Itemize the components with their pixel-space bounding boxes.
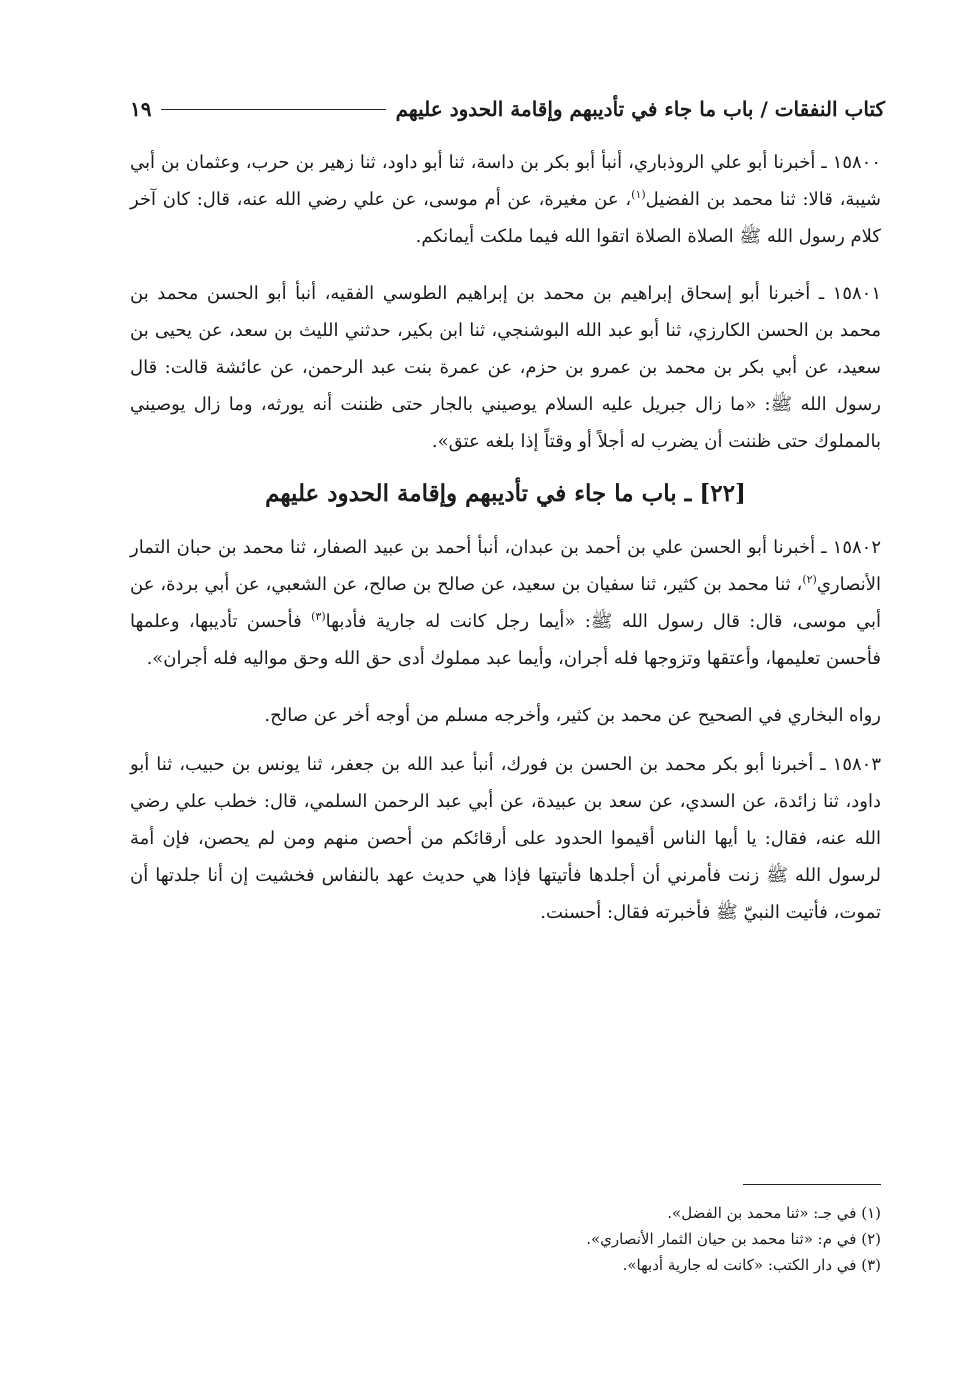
hadith-15802 xyxy=(130,529,881,677)
footnote-1: (١) في جـ: «ثنا محمد بن الفضل». xyxy=(667,1204,881,1222)
narration-note: رواه البخاري في الصحيح عن محمد بن كثير، وأخرجه مسلم من أوجه أخر عن صالح. xyxy=(264,705,881,726)
header-rule xyxy=(161,109,385,110)
hadith-15803: ١٥٨٠٣ ـ أخبرنا أبو بكر محمد بن الحسن بن فورك، أنبأ عبد الله بن جعفر، ثنا يونس بن حبيب، ثنا أبو داود، ثنا زائدة، عن السدي، عن سعد بن عبيدة، عن أبي عبد الرحمن السلمي، قال: خطب علي رضي الله عنه، فقال: يا أيها الناس أقيموا الحدود على أرقائكم من أحصن منهم ومن لم يحصن، فإن أمة لرسول الله ﷺ زنت فأمرني أن أجلدها فأتيتها فإذا هي حديث عهد بالنفاس فخشيت إن أنا جلدتها أن تموت، فأتيت النبيّ ﷺ فأخبرته فقال: أحسنت. xyxy=(130,754,881,923)
footnote-3: (٣) في دار الكتب: «كانت له جارية أدبها». xyxy=(622,1256,881,1274)
footnote-ref-2: (٢) xyxy=(802,573,817,586)
footnotes xyxy=(300,1200,881,1278)
hadith-15801: ١٥٨٠١ ـ أخبرنا أبو إسحاق إبراهيم بن محمد بن إبراهيم الطوسي الفقيه، أنبأ أبو الحسن محمد بن محمد بن الحسن الكارزي، ثنا أبو عبد الله البوشنجي، ثنا ابن بكير، حدثني الليث بن سعد، عن يحيى بن سعيد، عن أبي بكر بن محمد بن عمرو بن حزم، عن عمرة بنت عبد الرحمن، عن عائشة قالت: قال رسول الله ﷺ: «ما زال جبريل عليه السلام يوصيني بالجار حتى ظننت أنه يورثه، وما زال يوصيني بالمملوك حتى ظننت أن يضرب له أجلاً أو وقتاً إذا بلغه عتق». xyxy=(130,283,881,452)
footnote-2: (٢) في م: «ثنا محمد بن حيان الثمار الأنصاري». xyxy=(586,1230,881,1248)
hadith-15800 xyxy=(130,144,881,255)
hadith-15802-text-a: ١٥٨٠٢ ـ أخبرنا أبو الحسن علي بن أحمد بن عبدان، أنبأ أحمد بن عبيد الصفار، ثنا محمد بن حبان التمار الأنصاري xyxy=(130,537,881,595)
hadith-15800-text-a: ١٥٨٠٠ ـ أخبرنا أبو علي الروذباري، أنبأ أبو بكر بن داسة، ثنا أبو داود، ثنا زهير بن حرب، وعثمان بن أبي شيبة، قالا: ثنا محمد بن الفضيل xyxy=(130,152,882,210)
page-body xyxy=(130,144,881,951)
hadith-15800-text-b: ، عن مغيرة، عن أم موسى، عن علي رضي الله عنه، قال: كان آخر كلام رسول الله ﷺ الصلاة الصلاة اتقوا الله فيما ملكت أيمانكم. xyxy=(130,189,881,247)
footnote-ref-1: (١) xyxy=(631,188,646,201)
hadith-15802-text-b: ، ثنا محمد بن كثير، ثنا سفيان بن سعيد، عن صالح بن صالح، عن الشعبي، عن أبي بردة، عن أبي موسى، قال: قال رسول الله ﷺ: «أيما رجل كانت له جارية فأدبها xyxy=(130,574,881,632)
footnote-ref-3: (٣) xyxy=(311,610,326,623)
running-title: كتاب النفقات / باب ما جاء في تأديبهم وإقامة الحدود عليهم xyxy=(395,97,885,121)
footnote-rule xyxy=(743,1184,881,1185)
hadith-15802-text-c: فأحسن تأديبها، وعلمها فأحسن تعليمها، وأعتقها وتزوجها فله أجران، وأيما عبد مملوك أدى حق الله وحق مواليه فله أجران». xyxy=(130,611,881,669)
section-heading: [٢٢] ـ باب ما جاء في تأديبهم وإقامة الحدود عليهم xyxy=(265,480,746,507)
page-number: ١٩ xyxy=(130,97,152,121)
page-header xyxy=(130,92,885,126)
